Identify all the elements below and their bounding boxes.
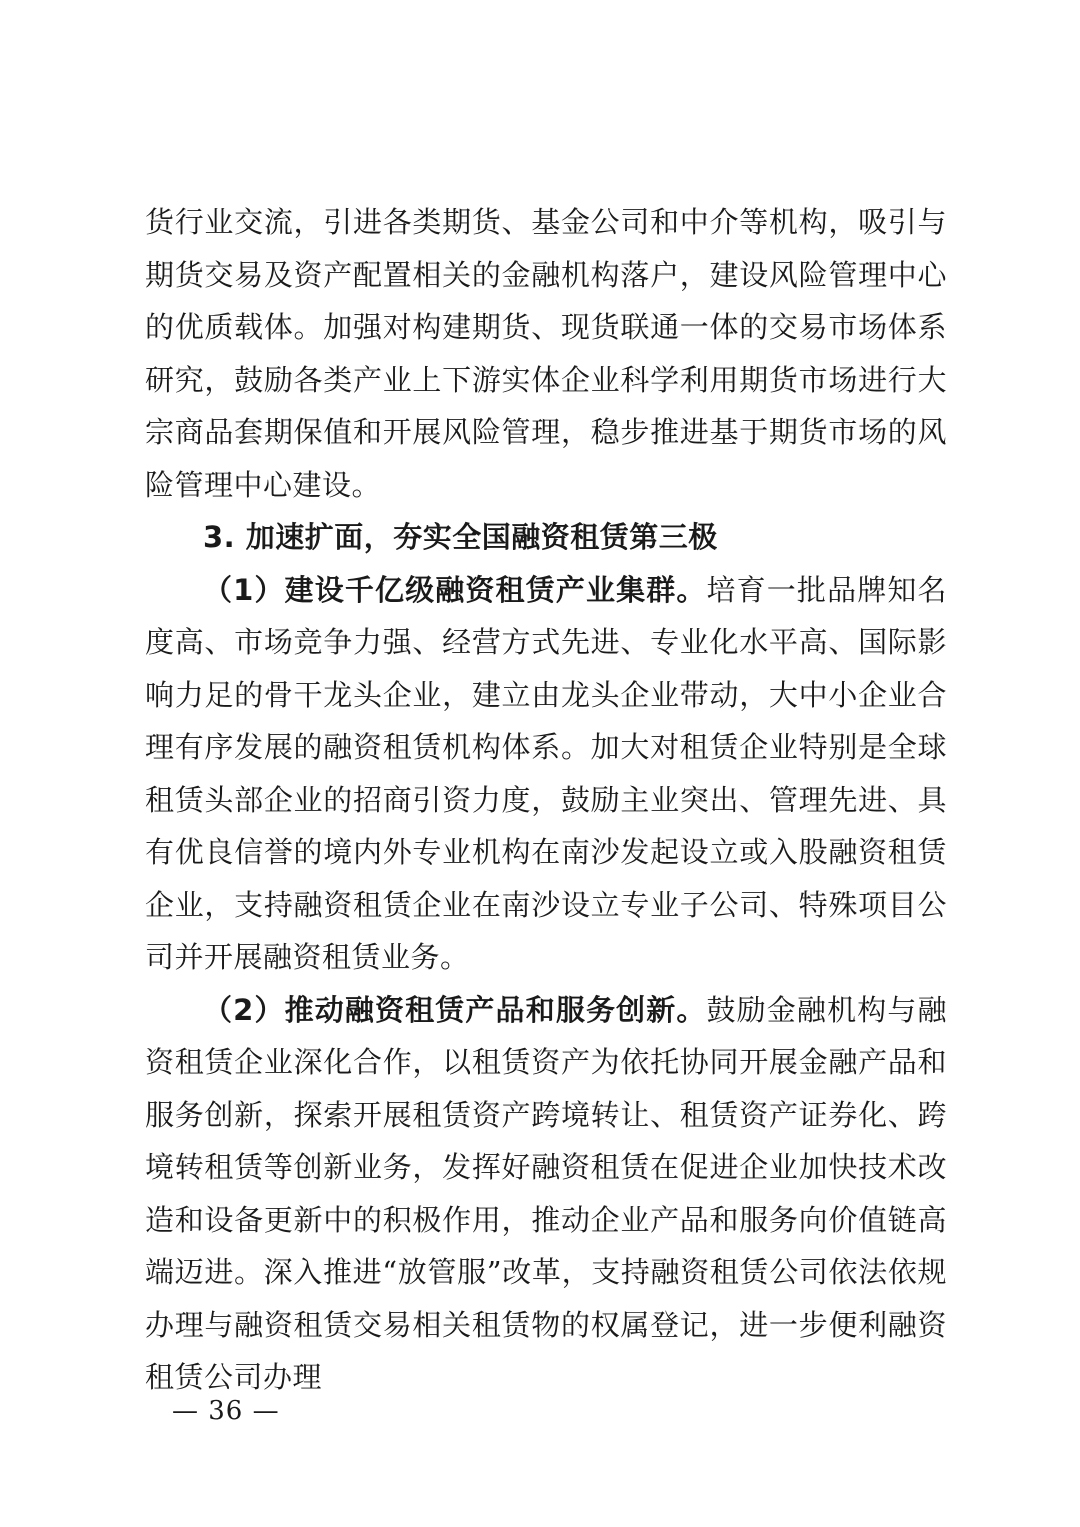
paragraph-continuation: 货行业交流，引进各类期货、基金公司和中介等机构，吸引与期货交易及资产配置相关的金融机构落户，建设风险管理中心的优质载体。加强对构建期货、现货联通一体的交易市场体系研究，鼓励各类产业上下游实体企业科学利用期货市场进行大宗商品套期保值和开展风险管理，稳步推进基于期货市场的风险管理中心建设。 <box>145 205 947 502</box>
section-heading: 3. 加速扩面，夯实全国融资租赁第三极 <box>203 520 718 554</box>
page-number: — 36 — <box>172 1396 280 1426</box>
item-1-lead: （1）建设千亿级融资租赁产业集群。 <box>203 572 707 607</box>
item-2-lead: （2）推动融资租赁产品和服务创新。 <box>203 992 707 1027</box>
paragraph-item-2 <box>145 984 947 1404</box>
item-1-body: 培育一批品牌知名度高、市场竞争力强、经营方式先进、专业化水平高、国际影响力足的骨干龙头企业，建立由龙头企业带动，大中小企业合理有序发展的融资租赁机构体系。加大对租赁企业特别是全球租赁头部企业的招商引资力度，鼓励主业突出、管理先进、具有优良信誉的境内外专业机构在南沙发起设立或入股融资租赁企业，支持融资租赁企业在南沙设立专业子公司、特殊项目公司并开展融资租赁业务。 <box>145 572 947 974</box>
body-text <box>145 196 947 1404</box>
item-2-body: 鼓励金融机构与融资租赁企业深化合作，以租赁资产为依托协同开展金融产品和服务创新，探索开展租赁资产跨境转让、租赁资产证券化、跨境转租赁等创新业务，发挥好融资租赁在促进企业加快技术改造和设备更新中的积极作用，推动企业产品和服务向价值链高端迈进。深入推进“放管服”改革，支持融资租赁公司依法依规办理与融资租赁交易相关租赁物的权属登记，进一步便利融资租赁公司办理 <box>145 992 947 1394</box>
paragraph-item-1 <box>145 564 947 984</box>
